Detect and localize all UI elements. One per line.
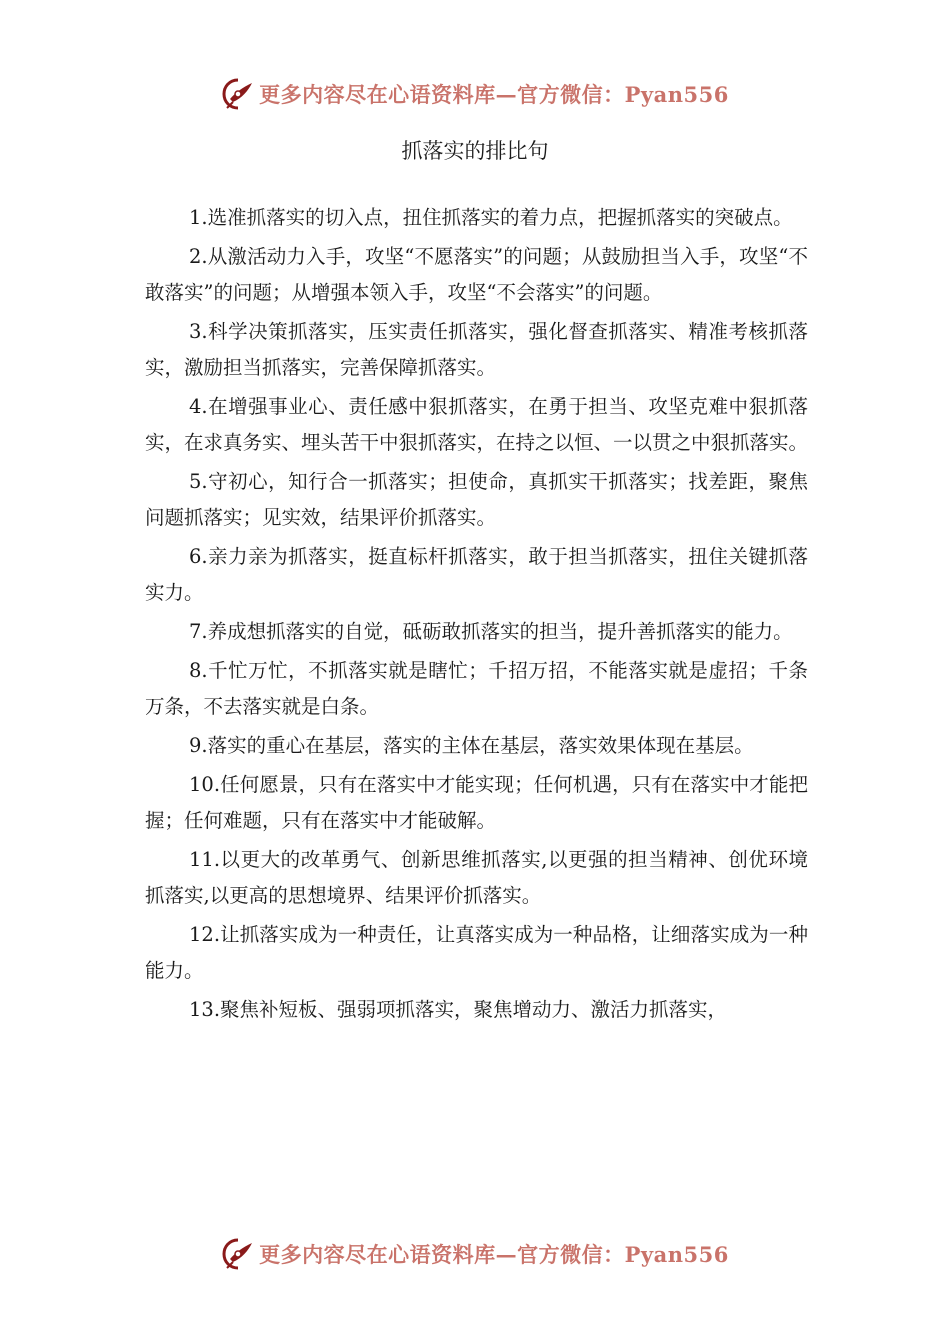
header-banner [0, 74, 950, 114]
list-item: 13.聚焦补短板、强弱项抓落实，聚焦增动力、激活力抓落实， [189, 998, 728, 1021]
footer-banner-text: 更多内容尽在心语资料库—官方微信：Pyan556 [259, 1242, 729, 1267]
list-item: 7.养成想抓落实的自觉，砥砺敢抓落实的担当，提升善抓落实的能力。 [189, 620, 793, 643]
list-item: 2.从激活动力入手，攻坚“不愿落实”的问题；从鼓励担当入手，攻坚“不敢落实”的问题；从增强本领入手，攻坚“不会落实”的问题。 [145, 245, 808, 304]
document-body [145, 200, 808, 1031]
quill-pen-logo-icon [221, 1237, 255, 1271]
header-banner-text: 更多内容尽在心语资料库—官方微信：Pyan556 [259, 82, 729, 107]
list-item: 6.亲力亲为抓落实，挺直标杆抓落实，敢于担当抓落实，扭住关键抓落实力。 [145, 545, 808, 604]
list-item: 4.在增强事业心、责任感中狠抓落实，在勇于担当、攻坚克难中狠抓落实，在求真务实、埋头苦干中狠抓落实，在持之以恒、一以贯之中狠抓落实。 [145, 395, 809, 454]
list-item: 8.千忙万忙，不抓落实就是瞎忙；千招万招，不能落实就是虚招；千条万条，不去落实就是白条。 [145, 659, 808, 718]
footer-banner [0, 1234, 950, 1274]
list-item: 9.落实的重心在基层，落实的主体在基层，落实效果体现在基层。 [189, 734, 754, 757]
list-item: 1.选准抓落实的切入点，扭住抓落实的着力点，把握抓落实的突破点。 [189, 206, 793, 229]
list-item: 10.任何愿景，只有在落实中才能实现；任何机遇，只有在落实中才能把握；任何难题，只有在落实中才能破解。 [145, 773, 808, 832]
list-item: 3.科学决策抓落实，压实责任抓落实，强化督查抓落实、精准考核抓落实，激励担当抓落实，完善保障抓落实。 [145, 320, 808, 379]
list-item: 12.让抓落实成为一种责任，让真落实成为一种品格，让细落实成为一种能力。 [145, 923, 808, 982]
list-item: 11.以更大的改革勇气、创新思维抓落实,以更强的担当精神、创优环境抓落实,以更高的思想境界、结果评价抓落实。 [145, 848, 808, 907]
quill-pen-logo-icon [221, 77, 255, 111]
list-item: 5.守初心，知行合一抓落实；担使命，真抓实干抓落实；找差距，聚焦问题抓落实；见实效，结果评价抓落实。 [145, 470, 808, 529]
document-title: 抓落实的排比句 [401, 139, 549, 163]
